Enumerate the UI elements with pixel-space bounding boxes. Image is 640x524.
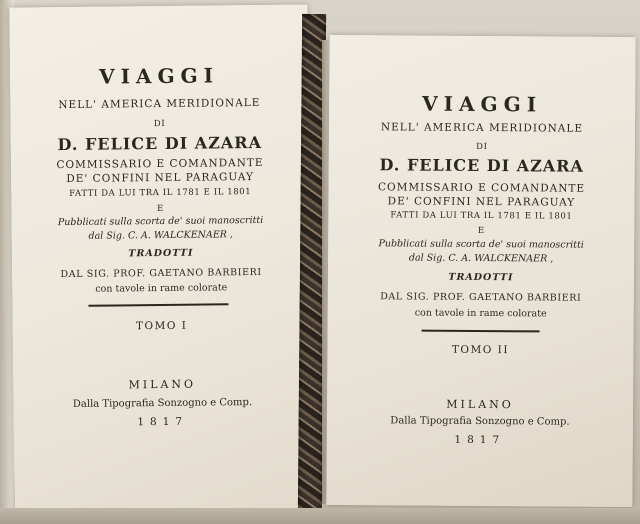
imprint-year: 1817 [137, 415, 189, 429]
plates-note: con tavole in rame colorate [414, 307, 547, 320]
author-name: D. FELICE DI AZARA [379, 155, 584, 176]
plates-note: con tavole in rame colorate [95, 282, 228, 295]
imprint-year: 1817 [454, 433, 506, 447]
imprint-printer: Dalla Tipografia Sonzogno e Comp. [390, 415, 570, 428]
published-line-2: dal Sig. C. A. WALCKENAER , [408, 252, 554, 265]
preposition-di: DI [153, 118, 166, 130]
imprint-city: MILANO [128, 377, 197, 392]
translated-label: TRADOTTI [448, 271, 514, 284]
imprint-city: MILANO [446, 397, 514, 412]
title-page-volume-2 [326, 35, 635, 507]
volume-label: TOMO II [451, 343, 510, 357]
author-role-line-1: COMMISSARIO E COMANDANTE [377, 181, 586, 195]
conjunction-e: E [477, 225, 485, 237]
published-line-1: Pubblicati sulla scorta de' suoi manoscritti [57, 214, 264, 229]
travel-dates: FATTI DA LUI TRA IL 1781 E IL 1801 [69, 187, 252, 199]
travel-dates: FATTI DA LUI TRA IL 1781 E IL 1801 [390, 210, 573, 222]
book-subtitle: NELL' AMERICA MERIDIONALE [380, 121, 584, 135]
conjunction-e: E [156, 203, 164, 215]
translator-name: DAL SIG. PROF. GAETANO BARBIERI [380, 291, 582, 304]
title-rule [88, 303, 228, 306]
translated-label: TRADOTTI [128, 247, 194, 260]
preposition-di: DI [476, 141, 488, 153]
published-line-1: Pubblicati sulla scorta de' suoi manoscritti [378, 238, 584, 251]
translator-name: DAL SIG. PROF. GAETANO BARBIERI [60, 266, 262, 281]
book-title: VIAGGI [422, 91, 543, 117]
imprint-printer: Dalla Tipografia Sonzogno e Comp. [72, 397, 253, 410]
title-rule [422, 330, 540, 333]
published-line-2: dal Sig. C. A. WALCKENAER , [88, 229, 233, 242]
author-role-line-2: DE' CONFINI NEL PARAGUAY [66, 171, 254, 185]
title-page-volume-1 [9, 4, 312, 517]
book-subtitle: NELL' AMERICA MERIDIONALE [58, 96, 261, 112]
author-role-line-2: DE' CONFINI NEL PARAGUAY [387, 195, 576, 209]
book-title: VIAGGI [98, 63, 220, 89]
author-role-line-1: COMMISSARIO E COMANDANTE [56, 156, 264, 172]
author-name: D. FELICE DI AZARA [57, 132, 263, 155]
table-surface [0, 508, 640, 524]
volume-label: TOMO I [135, 319, 188, 333]
